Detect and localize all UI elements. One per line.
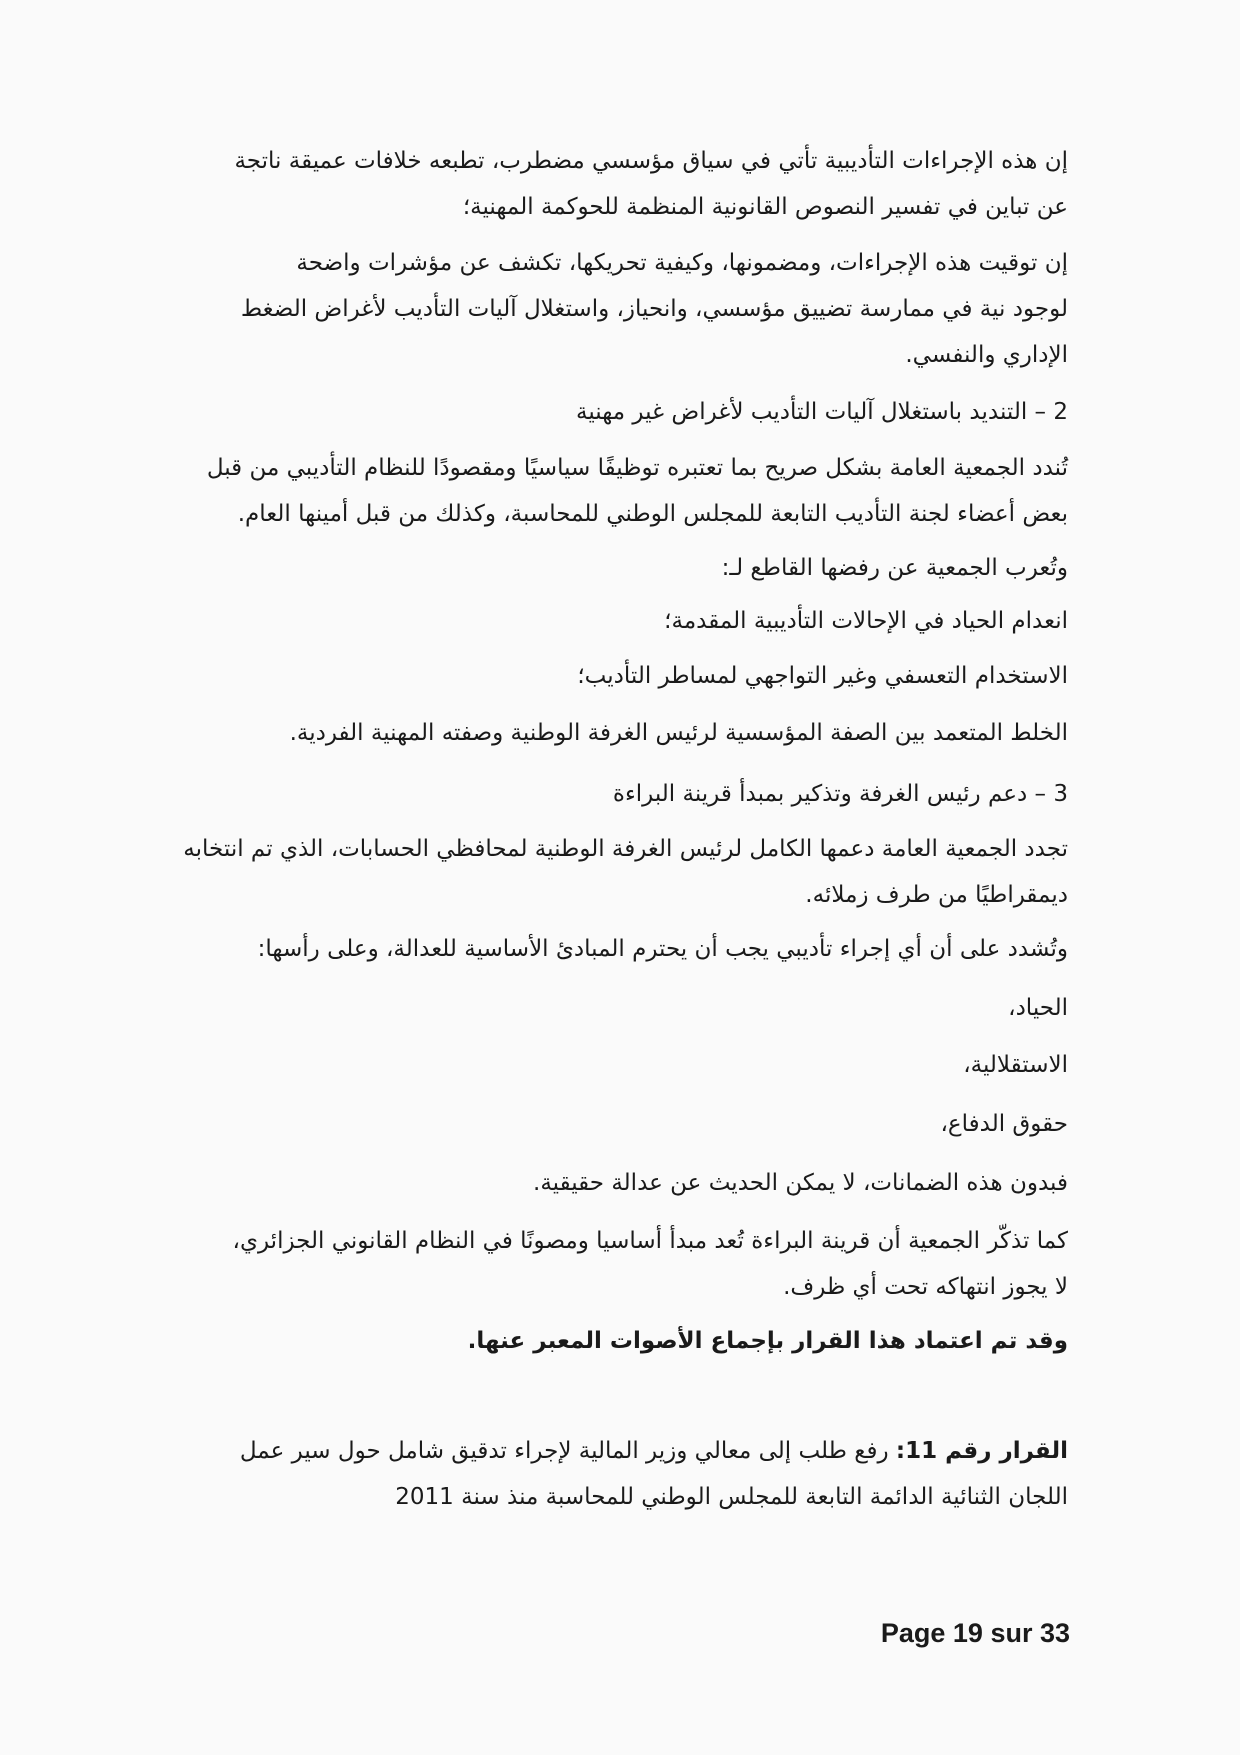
paragraph-principles [128,926,1068,972]
text-line: اللجان الثنائية الدائمة التابعة للمجلس الوطني للمحاسبة منذ سنة 2011 [395,1484,1068,1510]
paragraph-adoption [128,1318,1068,1364]
text-line: الخلط المتعمد بين الصفة المؤسسية لرئيس الغرفة الوطنية وصفته المهنية الفردية. [289,720,1068,746]
list-item-abuse [128,653,1068,699]
text-line: 3 – دعم رئيس الغرفة وتذكير بمبدأ قرينة البراءة [612,781,1068,807]
text-line: تُندد الجمعية العامة بشكل صريح بما تعتبره توظيفًا سياسيًا ومقصودًا للنظام التأديبي من قبل [206,455,1068,481]
text-line: إن توقيت هذه الإجراءات، ومضمونها، وكيفية تحريكها، تكشف عن مؤشرات واضحة [296,250,1068,276]
paragraph-support [128,826,1068,918]
resolution-11 [128,1428,1068,1520]
text-line: الاستقلالية، [963,1052,1068,1078]
paragraph-presumption [128,1218,1068,1310]
text-line: إن هذه الإجراءات التأديبية تأتي في سياق مؤسسي مضطرب، تطبعه خلافات عميقة ناتجة [234,148,1068,174]
section-heading-3 [128,771,1068,817]
text-line: الإداري والنفسي. [905,342,1068,368]
text-line: الحياد، [1008,995,1068,1021]
text-line: وتُشدد على أن أي إجراء تأديبي يجب أن يحترم المبادئ الأساسية للعدالة، وعلى رأسها: [257,936,1068,962]
paragraph-context [128,138,1068,230]
text-line: انعدام الحياد في الإحالات التأديبية المقدمة؛ [664,608,1068,634]
list-item-defense-rights [128,1101,1068,1147]
list-item-impartiality [128,985,1068,1031]
list-item-confusion [128,710,1068,756]
text-line: وقد تم اعتماد هذا القرار بإجماع الأصوات المعبر عنها. [467,1328,1068,1354]
text-line: بعض أعضاء لجنة التأديب التابعة للمجلس الوطني للمحاسبة، وكذلك من قبل أمينها العام. [237,501,1068,527]
page-number: Page 19 sur 33 [880,1618,1070,1648]
text-line: حقوق الدفاع، [940,1111,1068,1137]
list-item-independence [128,1042,1068,1088]
text-line: 2 – التنديد باستغلال آليات التأديب لأغراض غير مهنية [575,399,1068,425]
text-line: لا يجوز انتهاكه تحت أي ظرف. [783,1274,1068,1300]
resolution-label: القرار رقم 11: [895,1438,1068,1464]
text-line: فبدون هذه الضمانات، لا يمكن الحديث عن عدالة حقيقية. [533,1170,1068,1196]
text-line: عن تباين في تفسير النصوص القانونية المنظمة للحوكمة المهنية؛ [462,194,1068,220]
paragraph-guarantees [128,1160,1068,1206]
text-line: كما تذكّر الجمعية أن قرينة البراءة تُعد مبدأ أساسيا ومصونًا في النظام القانوني الجزائري، [232,1228,1068,1254]
section-heading-2 [128,389,1068,435]
paragraph-rejection-intro [128,545,1068,591]
paragraph-denunciation [128,445,1068,537]
paragraph-timing [128,240,1068,378]
resolution-text: رفع طلب إلى معالي وزير المالية لإجراء تدقيق شامل حول سير عمل [239,1438,889,1464]
text-line: لوجود نية في ممارسة تضييق مؤسسي، وانحياز، واستغلال آليات التأديب لأغراض الضغط [240,296,1068,322]
text-line: وتُعرب الجمعية عن رفضها القاطع لـ: [721,555,1068,581]
text-line: تجدد الجمعية العامة دعمها الكامل لرئيس الغرفة الوطنية لمحافظي الحسابات، الذي تم انتخابه [183,836,1068,862]
text-line [128,1428,1068,1474]
text-line: الاستخدام التعسفي وغير التواجهي لمساطر التأديب؛ [577,663,1068,689]
list-item-neutrality [128,598,1068,644]
text-line: ديمقراطيًا من طرف زملائه. [805,882,1068,908]
